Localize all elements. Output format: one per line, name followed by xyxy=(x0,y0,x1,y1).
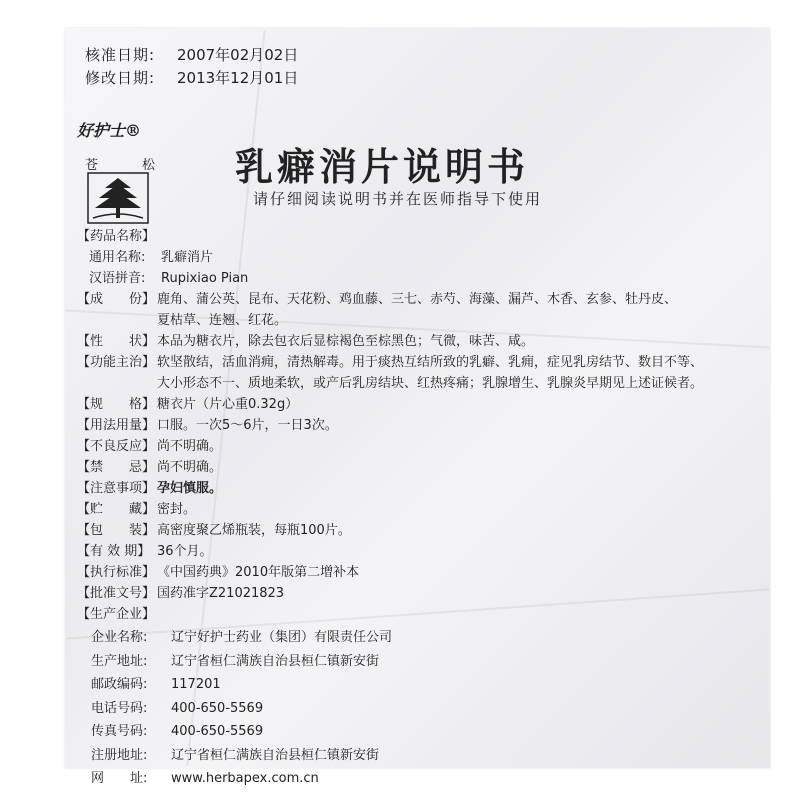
storage-label: 【贮 藏】 xyxy=(77,502,156,517)
fax-label: 传真号码: xyxy=(91,724,148,739)
manufacturer-section xyxy=(77,604,767,625)
generic-name-value: 乳癖消片 xyxy=(161,250,214,265)
standard-label: 【执行标准】 xyxy=(77,565,156,580)
usage-value: 口服。一次5～6片，一日3次。 xyxy=(157,418,338,433)
ingredients-line: 夏枯草、连翘、红花。 xyxy=(157,313,288,328)
ingredients-section xyxy=(77,289,767,331)
pinyin-value: Rupixiao Pian xyxy=(161,271,249,286)
leaflet-body xyxy=(77,226,767,791)
postal-code-value: 117201 xyxy=(171,677,221,692)
precautions-section xyxy=(77,478,767,499)
adverse-section xyxy=(77,436,767,457)
page-subtitle: 请仔细阅读说明书并在医师指导下使用 xyxy=(253,190,543,208)
properties-label: 【性 状】 xyxy=(77,334,156,349)
indications-label: 【功能主治】 xyxy=(77,355,156,370)
logo-right-char: 松 xyxy=(141,158,155,173)
company-name-value: 辽宁好护士药业（集团）有限责任公司 xyxy=(171,630,393,645)
contraindications-section xyxy=(77,457,767,478)
package-section xyxy=(77,520,767,541)
approve-date-row xyxy=(85,44,298,67)
pinyin-row xyxy=(77,268,767,289)
phone-value: 400-650-5569 xyxy=(171,700,264,716)
approval-label: 【批准文号】 xyxy=(77,586,156,601)
precautions-value: 孕妇慎服。 xyxy=(157,481,223,496)
validity-value: 36个月。 xyxy=(157,544,213,559)
spec-label: 【规 格】 xyxy=(77,397,156,412)
adverse-label: 【不良反应】 xyxy=(77,439,156,454)
approval-section xyxy=(77,583,767,604)
logo-left-char: 苍 xyxy=(85,158,99,173)
approval-value: 国药准字Z21021823 xyxy=(157,586,285,601)
precautions-label: 【注意事项】 xyxy=(77,481,156,496)
validity-section xyxy=(77,541,767,562)
standard-value: 《中国药典》2010年版第二增补本 xyxy=(157,565,360,580)
dates-block xyxy=(85,44,298,90)
properties-section xyxy=(77,331,767,352)
usage-section xyxy=(77,415,767,436)
manufacturer-row xyxy=(77,626,767,650)
revise-date-label: 修改日期: xyxy=(85,69,156,87)
manufacturer-row xyxy=(77,673,767,697)
revise-date-value: 2013年12月01日 xyxy=(177,69,299,87)
validity-label: 【有 效 期】 xyxy=(77,544,151,559)
fax-value: 400-650-5569 xyxy=(171,724,264,739)
brand-name: 好护士® xyxy=(77,121,142,140)
package-label: 【包 装】 xyxy=(77,523,156,538)
manufacturer-row xyxy=(77,744,767,768)
manufacturer-label: 【生产企业】 xyxy=(77,607,156,622)
generic-name-label: 通用名称: xyxy=(89,250,146,265)
registered-address-value: 辽宁省桓仁满族自治县桓仁镇新安街 xyxy=(171,747,380,763)
approve-date-label: 核准日期: xyxy=(85,46,156,64)
usage-label: 【用法用量】 xyxy=(77,418,156,433)
properties-value: 本品为糖衣片，除去包衣后显棕褐色至棕黑色；气微，味苦、咸。 xyxy=(157,334,535,349)
brand-logo xyxy=(77,118,157,230)
contraindications-value: 尚不明确。 xyxy=(157,460,223,475)
ingredients-label: 【成 份】 xyxy=(77,292,156,307)
standard-section xyxy=(77,562,767,583)
drug-name-section xyxy=(77,226,767,247)
pinyin-label: 汉语拼音: xyxy=(89,271,146,286)
ingredients-line: 鹿角、蒲公英、昆布、天花粉、鸡血藤、三七、赤芍、海藻、漏芦、木香、玄参、牡丹皮、 xyxy=(157,292,678,307)
manufacturer-row xyxy=(77,650,767,674)
contraindications-label: 【禁 忌】 xyxy=(77,460,156,475)
indications-line: 软坚散结，活血消痈，清热解毒。用于痰热互结所致的乳癖、乳痈，症见乳房结节、数目不等、 xyxy=(157,355,704,370)
phone-label: 电话号码: xyxy=(91,700,148,716)
drug-name-label: 【药品名称】 xyxy=(77,229,156,244)
spec-value: 糖衣片（片心重0.32g） xyxy=(157,397,299,412)
generic-name-row xyxy=(77,247,767,268)
logo-characters xyxy=(85,154,155,173)
production-address-value: 辽宁省桓仁满族自治县桓仁镇新安街 xyxy=(171,653,380,669)
manufacturer-details xyxy=(77,626,767,791)
postal-code-label: 邮政编码: xyxy=(91,677,148,692)
production-address-label: 生产地址: xyxy=(91,653,148,669)
leaflet-paper xyxy=(65,28,770,786)
indications-line: 大小形态不一、质地柔软，或产后乳房结块、红热疼痛；乳腺增生、乳腺炎早期见上述证候者。 xyxy=(157,376,704,391)
storage-value: 密封。 xyxy=(157,502,197,517)
manufacturer-row xyxy=(77,697,767,721)
package-value: 高密度聚乙烯瓶装，每瓶100片。 xyxy=(157,523,351,538)
indications-section xyxy=(77,352,767,394)
website-value: www.herbapex.com.cn xyxy=(171,771,319,786)
website-label: 网 址: xyxy=(91,771,148,786)
company-name-label: 企业名称: xyxy=(91,630,148,645)
approve-date-value: 2007年02月02日 xyxy=(177,46,299,64)
adverse-value: 尚不明确。 xyxy=(157,439,223,454)
manufacturer-row xyxy=(77,720,767,744)
page-title: 乳癖消片说明书 xyxy=(235,144,530,189)
pine-tree-icon xyxy=(87,172,149,224)
manufacturer-row xyxy=(77,767,767,791)
revise-date-row xyxy=(85,67,298,90)
spec-section xyxy=(77,394,767,415)
registered-address-label: 注册地址: xyxy=(91,747,148,763)
storage-section xyxy=(77,499,767,520)
